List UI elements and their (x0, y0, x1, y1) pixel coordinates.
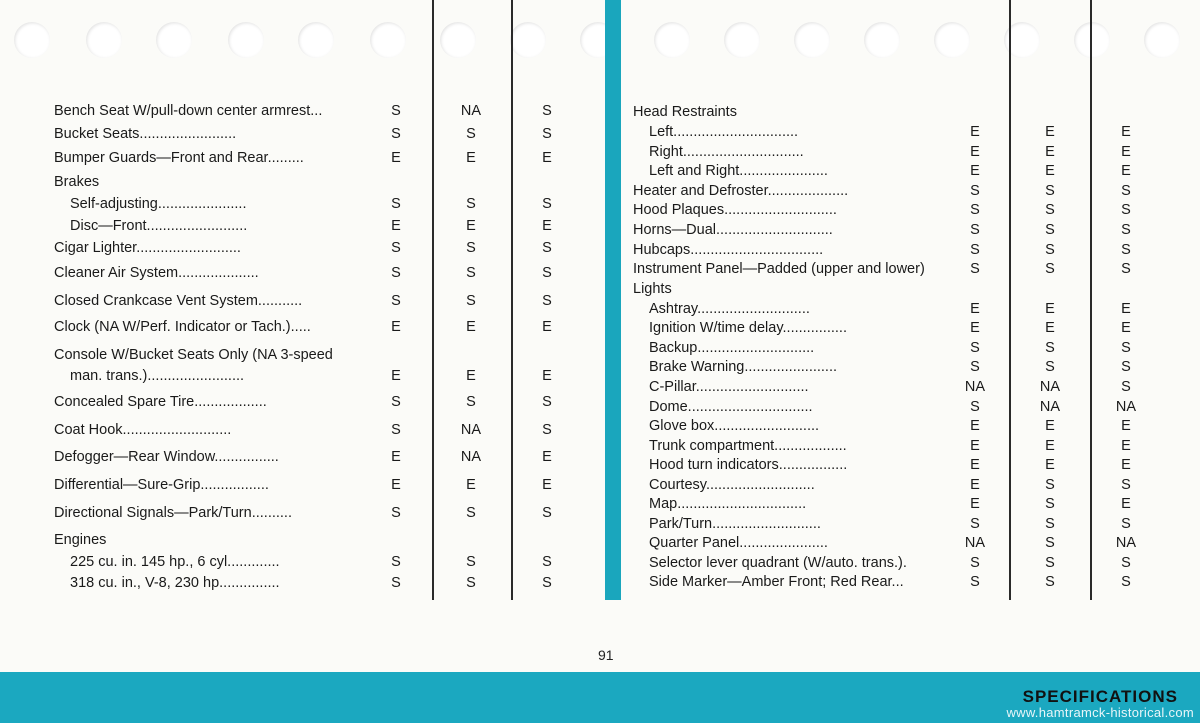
binder-hole (1144, 22, 1180, 58)
row-value-col3: E (1121, 163, 1131, 179)
row-value-col1: E (970, 418, 980, 434)
table-row (0, 436, 1200, 456)
row-value-col1: E (391, 368, 401, 384)
row-label: Defogger—Rear Window................ (54, 449, 279, 465)
row-value-col1: S (970, 340, 980, 356)
row-value-col2: S (1045, 574, 1055, 590)
row-value-col2: S (466, 126, 476, 142)
table-row (0, 455, 1200, 475)
row-label: Disc—Front......................... (70, 218, 248, 234)
row-label: Closed Crankcase Vent System........... (54, 293, 303, 309)
row-label: Ignition W/time delay................ (649, 320, 847, 336)
row-value-col1: S (391, 575, 401, 591)
row-label: Directional Signals—Park/Turn.......... (54, 505, 292, 521)
binder-hole (86, 22, 122, 58)
binder-hole (156, 22, 192, 58)
row-value-col3: E (542, 150, 552, 166)
row-value-col3: S (1121, 359, 1131, 375)
table-row (0, 200, 1200, 220)
row-value-col2: NA (1039, 379, 1061, 395)
row-value-col2: E (1045, 320, 1055, 336)
row-label: Ashtray............................ (649, 301, 810, 317)
row-value-col1: E (970, 496, 980, 512)
row-value-col1: S (970, 516, 980, 532)
row-value-col1: S (391, 293, 401, 309)
row-label: Courtesy........................... (649, 477, 815, 493)
row-value-col2: S (466, 394, 476, 410)
row-label: Hubcaps................................. (633, 242, 824, 258)
binder-hole (864, 22, 900, 58)
row-value-col1: E (970, 477, 980, 493)
row-value-col1: E (970, 301, 980, 317)
row-value-col1: E (970, 144, 980, 160)
row-value-col3: E (1121, 496, 1131, 512)
table-row (0, 514, 1200, 534)
table-row (0, 553, 1200, 573)
row-label: man. trans.)........................ (70, 368, 245, 384)
footer-title: SPECIFICATIONS (1022, 687, 1178, 706)
row-value-col1: S (391, 394, 401, 410)
row-value-col1: S (970, 399, 980, 415)
row-value-col1: NA (964, 535, 986, 551)
table-row (0, 122, 1200, 142)
row-value-col1: E (970, 124, 980, 140)
row-value-col2: S (1045, 340, 1055, 356)
row-value-col2: S (1045, 555, 1055, 571)
row-value-col2: S (1045, 183, 1055, 199)
binder-hole (654, 22, 690, 58)
row-label: Head Restraints (633, 104, 737, 120)
row-value-col3: E (1121, 457, 1131, 473)
row-value-col3: E (1121, 418, 1131, 434)
binder-hole (228, 22, 264, 58)
row-value-col2: S (466, 265, 476, 281)
binder-hole (370, 22, 406, 58)
table-row (0, 475, 1200, 495)
row-value-col2: S (466, 554, 476, 570)
row-label: Park/Turn........................... (649, 516, 821, 532)
table-row (0, 397, 1200, 417)
row-value-col3: E (1121, 438, 1131, 454)
table-row (0, 533, 1200, 553)
row-label: Clock (NA W/Perf. Indicator or Tach.)..... (54, 319, 311, 335)
table-row (0, 161, 1200, 181)
row-value-col2: S (466, 196, 476, 212)
table-row (0, 338, 1200, 358)
row-value-col1: S (970, 202, 980, 218)
row-value-col1: E (391, 477, 401, 493)
row-label: Left............................... (649, 124, 799, 140)
row-value-col2: S (466, 505, 476, 521)
row-value-col3: S (542, 422, 552, 438)
row-label: Map................................ (649, 496, 807, 512)
row-label: 318 cu. in., V-8, 230 hp............... (70, 575, 280, 591)
row-value-col3: S (542, 240, 552, 256)
row-value-col2: NA (460, 449, 482, 465)
page-number: 91 (598, 647, 614, 663)
row-value-col3: NA (1115, 535, 1137, 551)
row-value-col3: E (1121, 124, 1131, 140)
row-value-col3: S (1121, 477, 1131, 493)
row-value-col3: S (1121, 183, 1131, 199)
row-value-col2: S (466, 575, 476, 591)
row-value-col3: E (542, 218, 552, 234)
row-value-col3: E (1121, 320, 1131, 336)
row-value-col2: NA (460, 422, 482, 438)
table-row (0, 259, 1200, 279)
row-value-col3: S (1121, 261, 1131, 277)
row-value-col2: S (1045, 535, 1055, 551)
row-value-col1: E (970, 438, 980, 454)
row-label: Cigar Lighter.......................... (54, 240, 241, 256)
watermark: www.hamtramck-historical.com (1006, 705, 1194, 720)
row-label: Bench Seat W/pull-down center armrest... (54, 103, 323, 119)
row-value-col3: S (1121, 516, 1131, 532)
row-value-col3: S (542, 575, 552, 591)
row-value-col1: NA (964, 379, 986, 395)
row-value-col3: E (1121, 301, 1131, 317)
row-value-col1: E (391, 150, 401, 166)
table-row (0, 299, 1200, 319)
table-row (0, 220, 1200, 240)
row-value-col1: E (970, 457, 980, 473)
table-row (0, 357, 1200, 377)
row-value-col3: S (542, 505, 552, 521)
row-value-col1: S (970, 359, 980, 375)
row-value-col1: S (391, 265, 401, 281)
row-value-col1: S (970, 183, 980, 199)
row-value-col1: E (970, 163, 980, 179)
row-label: Trunk compartment.................. (649, 438, 847, 454)
row-value-col3: S (1121, 242, 1131, 258)
row-label: Brakes (54, 174, 100, 190)
row-label: Cleaner Air System.................... (54, 265, 259, 281)
row-value-col1: E (391, 449, 401, 465)
row-label: C-Pillar............................ (649, 379, 809, 395)
row-value-col2: S (1045, 261, 1055, 277)
row-value-col2: E (1045, 144, 1055, 160)
row-value-col1: S (970, 261, 980, 277)
row-label: Self-adjusting...................... (70, 196, 247, 212)
row-label: Quarter Panel...................... (649, 535, 828, 551)
table-row (0, 102, 1200, 122)
binder-hole (934, 22, 970, 58)
row-label: Lights (633, 281, 672, 297)
row-value-col2: E (466, 319, 476, 335)
row-value-col2: S (1045, 242, 1055, 258)
row-value-col3: E (542, 319, 552, 335)
row-label: Left and Right...................... (649, 163, 828, 179)
row-value-col2: S (1045, 496, 1055, 512)
table-row (0, 181, 1200, 201)
table-row (0, 377, 1200, 397)
binder-hole (298, 22, 334, 58)
row-label: Differential—Sure-Grip................. (54, 477, 269, 493)
row-value-col1: S (970, 555, 980, 571)
row-value-col3: S (1121, 574, 1131, 590)
binder-hole (510, 22, 546, 58)
row-value-col3: E (542, 449, 552, 465)
table-row (0, 142, 1200, 162)
row-label: Side Marker—Amber Front; Red Rear... (649, 574, 904, 590)
row-value-col3: E (1121, 144, 1131, 160)
table-row (0, 494, 1200, 514)
row-value-col2: E (1045, 301, 1055, 317)
binder-hole (440, 22, 476, 58)
row-value-col1: S (391, 554, 401, 570)
row-value-col1: S (391, 196, 401, 212)
row-label: Dome............................... (649, 399, 813, 415)
table-row (0, 279, 1200, 299)
row-value-col3: S (542, 293, 552, 309)
row-label: Coat Hook........................... (54, 422, 232, 438)
row-value-col3: E (542, 477, 552, 493)
row-label: Console W/Bucket Seats Only (NA 3-speed (54, 347, 333, 363)
row-value-col3: NA (1115, 399, 1137, 415)
row-value-col2: E (466, 368, 476, 384)
row-value-col2: E (1045, 457, 1055, 473)
row-value-col1: S (391, 126, 401, 142)
row-value-col2: S (466, 240, 476, 256)
row-label: Selector lever quadrant (W/auto. trans.). (649, 555, 907, 571)
row-value-col2: S (1045, 359, 1055, 375)
row-value-col2: E (1045, 438, 1055, 454)
row-label: Horns—Dual............................. (633, 222, 833, 238)
row-value-col3: S (1121, 555, 1131, 571)
row-value-col2: E (1045, 163, 1055, 179)
row-value-col3: S (1121, 379, 1131, 395)
row-value-col3: S (542, 265, 552, 281)
row-value-col1: S (391, 505, 401, 521)
row-label: Bumper Guards—Front and Rear......... (54, 150, 304, 166)
row-value-col2: S (1045, 222, 1055, 238)
row-value-col2: S (1045, 477, 1055, 493)
binder-hole (794, 22, 830, 58)
row-label: Glove box.......................... (649, 418, 820, 434)
row-value-col1: E (391, 218, 401, 234)
row-label: 225 cu. in. 145 hp., 6 cyl............. (70, 554, 280, 570)
row-label: Backup............................. (649, 340, 815, 356)
row-label: Concealed Spare Tire.................. (54, 394, 267, 410)
row-label: Brake Warning....................... (649, 359, 838, 375)
row-value-col2: E (466, 218, 476, 234)
row-value-col3: S (542, 103, 552, 119)
row-value-col2: S (1045, 202, 1055, 218)
row-label: Heater and Defroster.................... (633, 183, 849, 199)
row-label: Bucket Seats........................ (54, 126, 237, 142)
row-value-col2: S (466, 293, 476, 309)
row-value-col2: E (1045, 124, 1055, 140)
row-value-col2: E (466, 150, 476, 166)
row-label: Engines (54, 532, 107, 548)
row-value-col3: S (1121, 340, 1131, 356)
row-value-col3: E (542, 368, 552, 384)
row-value-col2: E (466, 477, 476, 493)
row-value-col3: S (1121, 222, 1131, 238)
row-value-col3: S (1121, 202, 1131, 218)
binder-hole (724, 22, 760, 58)
row-value-col2: NA (460, 103, 482, 119)
row-value-col3: S (542, 126, 552, 142)
row-value-col2: S (1045, 516, 1055, 532)
row-value-col1: S (391, 240, 401, 256)
row-value-col1: S (970, 242, 980, 258)
row-label: Instrument Panel—Padded (upper and lower) (633, 261, 925, 277)
row-value-col1: S (391, 103, 401, 119)
row-label: Hood Plaques............................ (633, 202, 837, 218)
row-value-col1: E (391, 319, 401, 335)
row-value-col3: S (542, 554, 552, 570)
row-value-col1: S (970, 574, 980, 590)
binder-hole (14, 22, 50, 58)
table-row (0, 416, 1200, 436)
row-value-col1: S (391, 422, 401, 438)
row-value-col3: S (542, 196, 552, 212)
table-row (0, 318, 1200, 338)
row-value-col2: NA (1039, 399, 1061, 415)
row-value-col3: S (542, 394, 552, 410)
row-value-col1: E (970, 320, 980, 336)
row-value-col2: E (1045, 418, 1055, 434)
row-label: Right.............................. (649, 144, 804, 160)
row-value-col1: S (970, 222, 980, 238)
binder-hole (1074, 22, 1110, 58)
table-row (0, 572, 1200, 592)
table-row (0, 240, 1200, 260)
row-label: Hood turn indicators................. (649, 457, 848, 473)
